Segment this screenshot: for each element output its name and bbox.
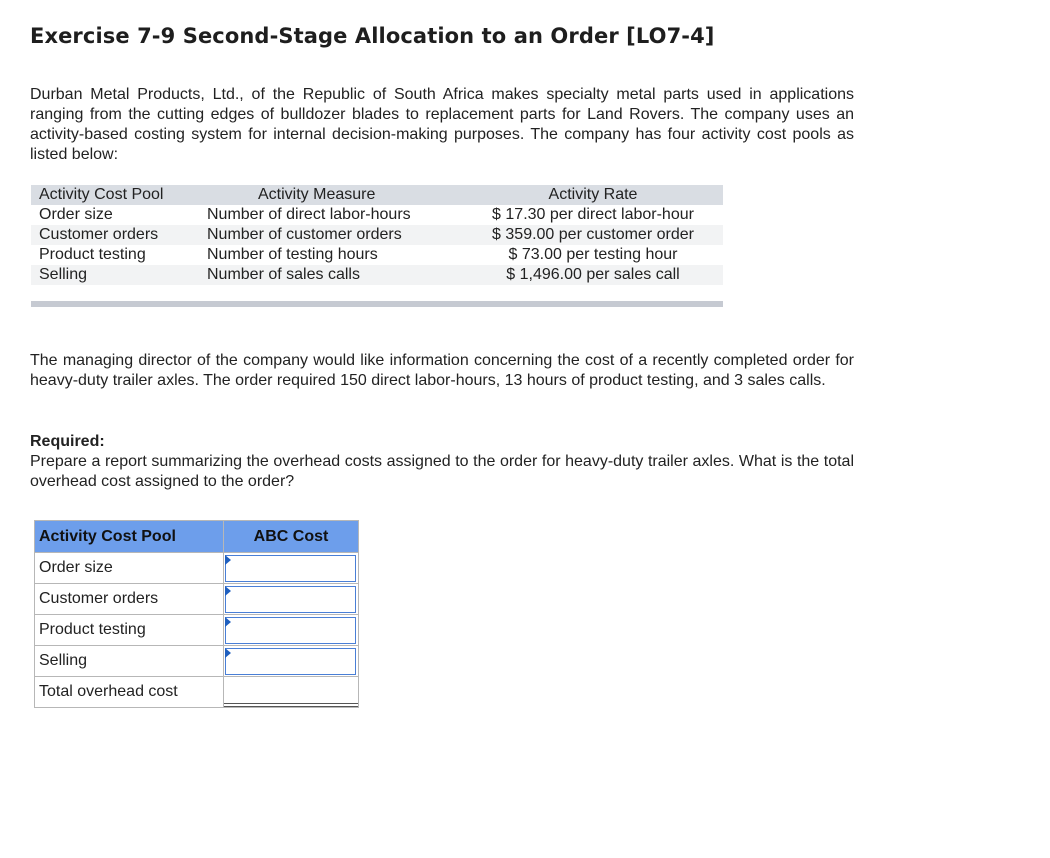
- activity-rate-table: [31, 185, 723, 307]
- answer-row-label: Selling: [35, 646, 224, 677]
- activity-table-spacer: [31, 285, 723, 301]
- activity-rate: $ 1,496.00 per sales call: [506, 266, 680, 283]
- double-underline: [224, 703, 358, 707]
- activity-row-order-size: [31, 205, 723, 225]
- answer-row-label: Order size: [35, 553, 224, 584]
- total-overhead-cost-value: [224, 677, 359, 708]
- activity-table-bottom-bar: [31, 301, 723, 307]
- activity-measure: Number of testing hours: [207, 246, 378, 263]
- answer-row-label: Customer orders: [35, 584, 224, 615]
- answer-header-pool: Activity Cost Pool: [35, 521, 224, 553]
- required-text: Prepare a report summarizing the overhead costs assigned to the order for heavy-duty trailer axles. What is the total overhead cost assigned to the order?: [30, 453, 854, 490]
- activity-row-product-testing: [31, 245, 723, 265]
- activity-measure: Number of sales calls: [207, 266, 360, 283]
- activity-pool: Product testing: [39, 246, 146, 263]
- required-section: [30, 432, 854, 492]
- activity-pool: Order size: [39, 206, 113, 223]
- answer-row-order-size: [35, 553, 359, 584]
- answer-row-label: Product testing: [35, 615, 224, 646]
- intro-paragraph: Durban Metal Products, Ltd., of the Republic of South Africa makes specialty metal parts used in applications ranging from the cutting edges of bulldozer blades to replacement parts for Land Rovers. The company uses an activity-based costing system for internal decision-making purposes. The company has four activity cost pools as listed below:: [30, 86, 854, 163]
- customer-orders-cost-input[interactable]: [225, 586, 356, 613]
- selling-cost-input[interactable]: [225, 648, 356, 675]
- exercise-title: Exercise 7-9 Second-Stage Allocation to an Order [LO7-4]: [30, 24, 715, 48]
- answer-total-label: Total overhead cost: [35, 677, 224, 708]
- header-activity-rate: Activity Rate: [548, 186, 638, 203]
- activity-rate: $ 17.30 per direct labor-hour: [492, 206, 694, 223]
- abc-cost-answer-table: [34, 520, 359, 708]
- header-activity-cost-pool: Activity Cost Pool: [39, 186, 164, 203]
- answer-row-selling: [35, 646, 359, 677]
- answer-table-header: [35, 521, 359, 553]
- answer-row-customer-orders: [35, 584, 359, 615]
- activity-pool: Selling: [39, 266, 88, 283]
- activity-rate: $ 73.00 per testing hour: [508, 246, 678, 263]
- activity-pool: Customer orders: [39, 226, 159, 243]
- activity-measure: Number of customer orders: [207, 226, 402, 243]
- order-info-paragraph: The managing director of the company would like information concerning the cost of a recently completed order for heavy-duty trailer axles. The order required 150 direct labor-hours, 13 hours of product testing, and 3 sales calls.: [30, 352, 854, 389]
- required-label: Required:: [30, 433, 105, 450]
- answer-row-product-testing: [35, 615, 359, 646]
- activity-rate: $ 359.00 per customer order: [492, 226, 694, 243]
- header-activity-measure: Activity Measure: [258, 186, 376, 203]
- activity-measure: Number of direct labor-hours: [207, 206, 411, 223]
- answer-header-cost: ABC Cost: [224, 521, 359, 553]
- activity-row-customer-orders: [31, 225, 723, 245]
- answer-row-total: [35, 677, 359, 708]
- order-size-cost-input[interactable]: [225, 555, 356, 582]
- activity-row-selling: [31, 265, 723, 285]
- product-testing-cost-input[interactable]: [225, 617, 356, 644]
- activity-table-header: [31, 185, 723, 205]
